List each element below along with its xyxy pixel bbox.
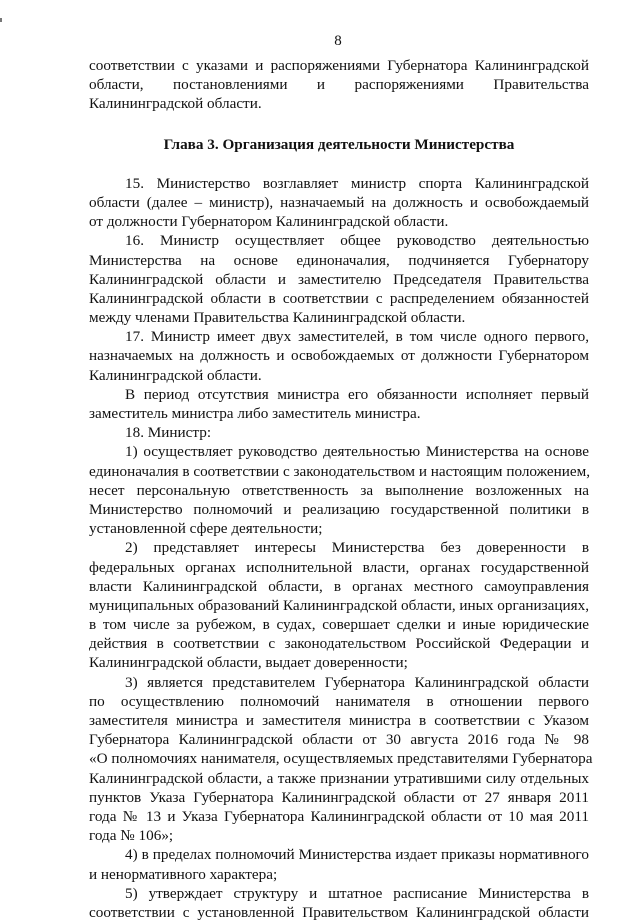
paragraph bbox=[89, 442, 589, 538]
text-line: и ненормативного характера; bbox=[89, 865, 278, 883]
paragraph bbox=[89, 673, 593, 846]
text-line: соответствии с установленной Правительством Калининградской области bbox=[89, 903, 589, 921]
text-line: назначаемых на должность и освобождаемых от должности Губернатором bbox=[89, 347, 589, 365]
text-line: между членами Правительства Калининградской области. bbox=[89, 309, 466, 327]
text-line: Министерства на основе единоначалия, подчиняется Губернатору bbox=[89, 251, 589, 269]
paragraph bbox=[89, 538, 589, 672]
text-line: года № 106»; bbox=[89, 827, 174, 845]
text-line: Калининградской области, а также признании утратившими силу отдельных bbox=[89, 769, 589, 787]
text-line: «О полномочиях нанимателя, осуществляемых представителями Губернатора bbox=[89, 750, 593, 768]
text-line: федеральных органах исполнительной власти, органах государственной bbox=[89, 558, 589, 576]
text-line: области, постановлениями и распоряжениями Правительства bbox=[89, 76, 589, 94]
text-line: 4) в пределах полномочий Министерства издает приказы нормативного bbox=[125, 846, 589, 864]
text-line: 3) является представителем Губернатора Калининградской области bbox=[125, 673, 589, 691]
document-body bbox=[89, 56, 593, 922]
text-line: по осуществлению полномочий нанимателя в отношении первого bbox=[89, 692, 589, 710]
text-line: несет персональную ответственность за выполнение возложенных на bbox=[89, 481, 589, 499]
paragraph bbox=[89, 423, 589, 442]
page-number: 8 bbox=[334, 33, 342, 49]
text-line: Губернатора Калининградской области от 30 августа 2016 года № 98 bbox=[89, 731, 589, 749]
paragraph bbox=[89, 385, 589, 423]
text-line: Калининградской области и заместителю Председателя Правительства bbox=[89, 270, 589, 288]
text-line: заместителя министра и заместителя министра в соответствии с Указом bbox=[89, 712, 589, 729]
text-line: В период отсутствия министра его обязанности исполняет первый bbox=[125, 385, 589, 403]
text-line: 1) осуществляет руководство деятельностью Министерства на основе bbox=[125, 443, 589, 461]
text-line: в том числе за рубежом, в судах, совершает сделки и иные юридические bbox=[89, 616, 589, 634]
text-line: 5) утверждает структуру и штатное расписание Министерства в bbox=[125, 884, 589, 902]
text-line: Калининградской области. bbox=[89, 366, 262, 384]
text-line: Калининградской области в соответствии с распределением обязанностей bbox=[89, 289, 589, 307]
text-line: муниципальных образований Калининградской области, иных организациях, bbox=[89, 596, 590, 614]
text-line: пунктов Указа Губернатора Калининградской области от 27 января 2011 bbox=[89, 788, 589, 806]
paragraph bbox=[89, 231, 589, 327]
text-line: соответствии с указами и распоряжениями Губернатора Калининградской bbox=[89, 57, 589, 74]
text-line: Министерство полномочий и реализацию государственной политики в bbox=[89, 500, 589, 518]
paragraph bbox=[89, 845, 589, 883]
text-line: области (далее – министр), назначаемый на должность и освобождаемый bbox=[89, 193, 589, 211]
text-line: Калининградской области. bbox=[89, 95, 262, 113]
text-line: 17. Министр имеет двух заместителей, в том числе одного первого, bbox=[125, 328, 589, 346]
text-line: от должности Губернатором Калининградской области. bbox=[89, 213, 449, 231]
text-line: 18. Министр: bbox=[125, 424, 212, 442]
text-line: действия в соответствии с законодательством Российской Федерации и bbox=[89, 635, 589, 653]
text-line: года № 13 и Указа Губернатора Калининградской области от 10 мая 2011 bbox=[89, 807, 589, 825]
text-line: 16. Министр осуществляет общее руководство деятельностью bbox=[125, 232, 589, 250]
text-line: 2) представляет интересы Министерства без доверенности в bbox=[125, 539, 589, 557]
text-line: заместитель министра либо заместитель министра. bbox=[89, 405, 421, 422]
scan-mark bbox=[0, 18, 2, 22]
paragraph bbox=[89, 174, 589, 232]
text-line: 15. Министерство возглавляет министр спорта Калининградской bbox=[125, 174, 589, 192]
text-line: власти Калининградской области, в органах местного самоуправления bbox=[89, 577, 589, 595]
chapter-heading: Глава 3. Организация деятельности Министерства bbox=[163, 135, 515, 153]
paragraph bbox=[89, 56, 589, 114]
paragraph bbox=[89, 884, 589, 922]
text-line: Калининградской области, выдает доверенности; bbox=[89, 654, 408, 672]
text-line: установленной сфере деятельности; bbox=[89, 520, 323, 538]
text-line: единоначалия в соответствии с законодательством и настоящим положением, bbox=[89, 462, 591, 480]
paragraph bbox=[89, 327, 589, 385]
